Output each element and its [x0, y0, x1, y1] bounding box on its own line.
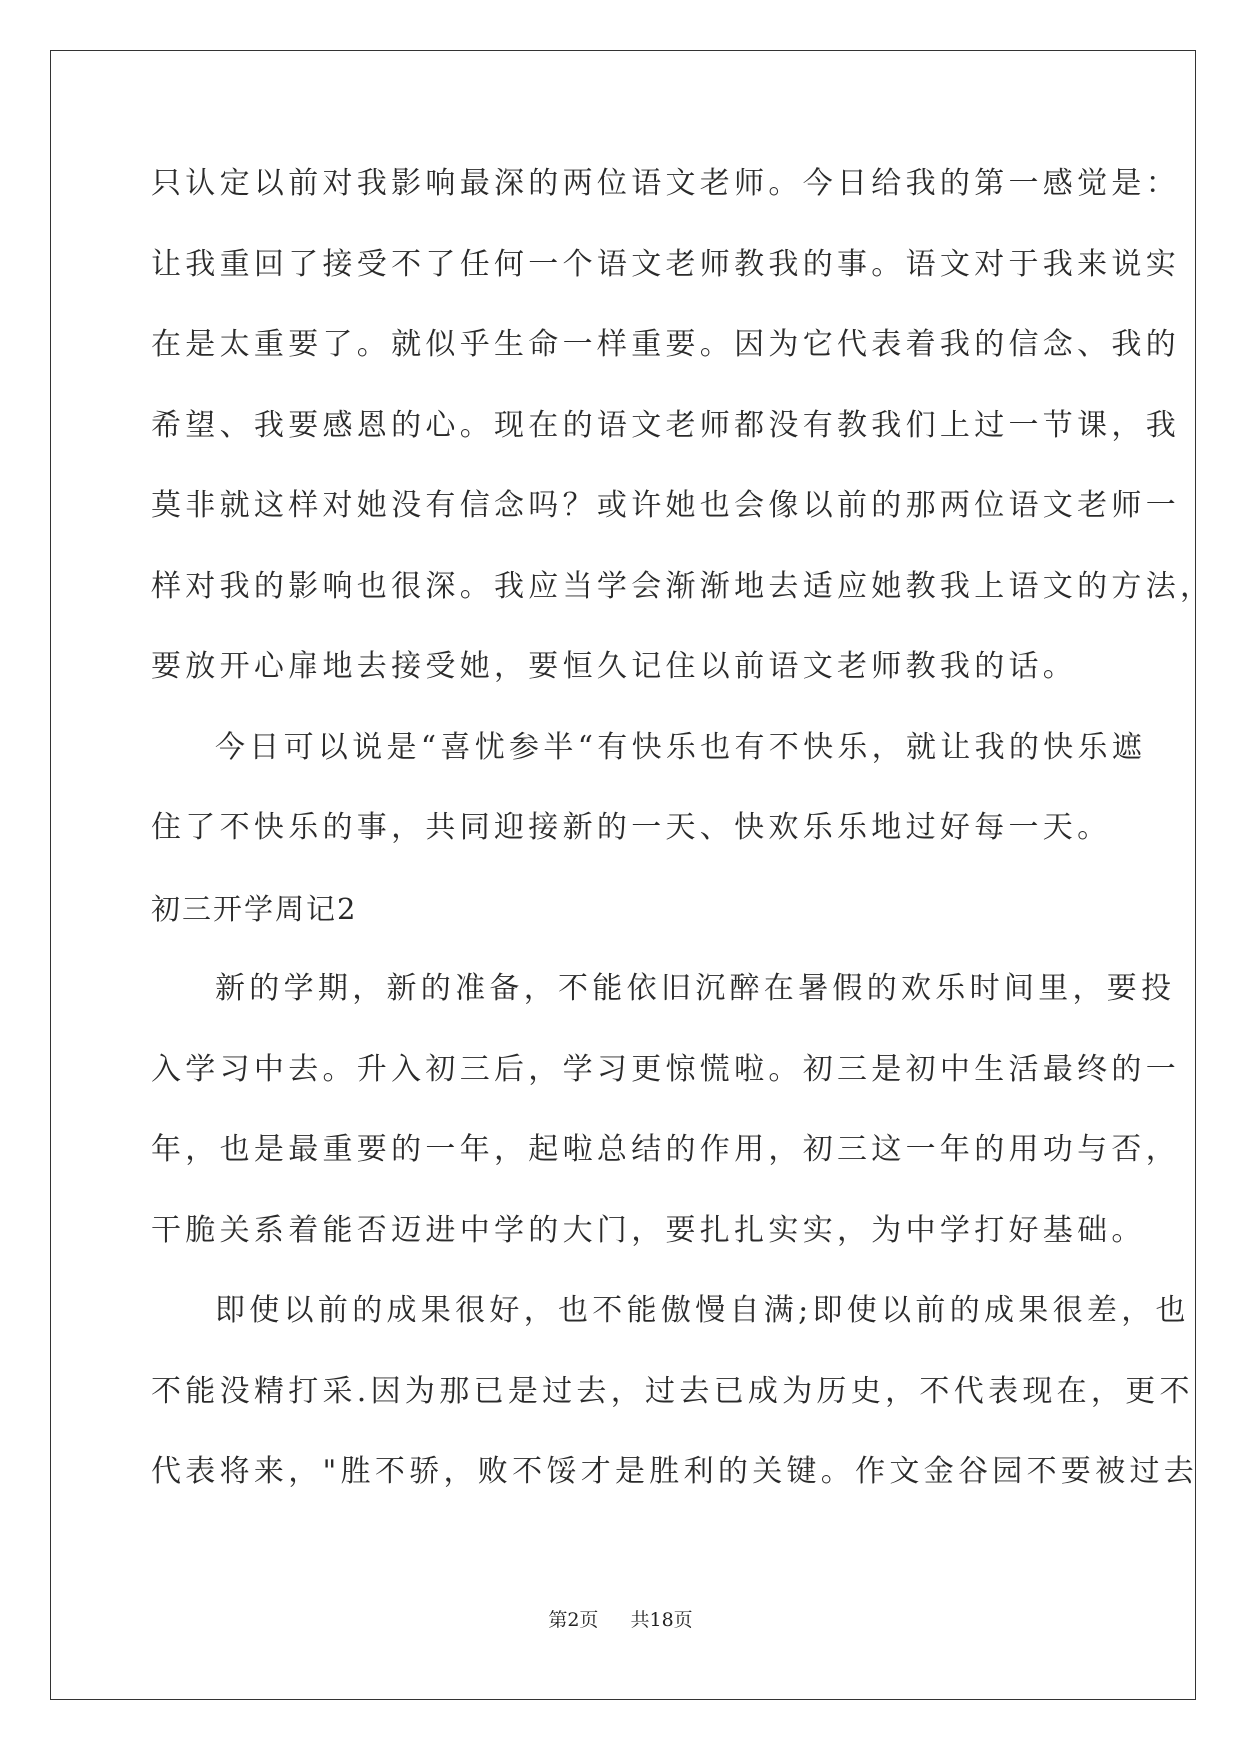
text-line: 代表将来，"胜不骄，败不馁才是胜利的关键。作文金谷园不要被过去 [151, 1454, 1199, 1489]
text-line: 要放开心扉地去接受她，要恒久记住以前语文老师教我的话。 [151, 649, 1078, 684]
paragraph-start-line: 新的学期，新的准备，不能依旧沉醉在暑假的欢乐时间里，要投 [215, 971, 1176, 1006]
paragraph-start-line: 今日可以说是“喜忧参半“有快乐也有不快乐，就让我的快乐遮 [215, 729, 1147, 765]
text-line: 莫非就这样对她没有信念吗？或许她也会像以前的那两位语文老师一 [151, 488, 1180, 523]
text-line: 入学习中去。升入初三后，学习更惊慌啦。初三是初中生活最终的一 [151, 1051, 1180, 1087]
paragraph-start-line: 即使以前的成果很好，也不能傲慢自满;即使以前的成果很差，也 [215, 1293, 1190, 1328]
text-line: 年，也是最重要的一年，起啦总结的作用，初三这一年的用功与否， [151, 1132, 1180, 1167]
page-number-total: 共18页 [630, 1609, 693, 1631]
text-line: 只认定以前对我影响最深的两位语文老师。今日给我的第一感觉是： [151, 166, 1180, 201]
text-line: 样对我的影响也很深。我应当学会渐渐地去适应她教我上语文的方法， [151, 568, 1215, 604]
document-body [151, 164, 1215, 1533]
text-line: 不能没精打采.因为那已是过去，过去已成为历史，不代表现在，更不 [151, 1373, 1194, 1409]
section-heading: 初三开学周记2 [151, 891, 358, 926]
text-line: 干脆关系着能否迈进中学的大门，要扎扎实实，为中学打好基础。 [151, 1212, 1146, 1248]
text-line: 住了不快乐的事，共同迎接新的一天、快欢乐乐地过好每一天。 [151, 810, 1112, 845]
page-footer [0, 1608, 1241, 1632]
text-line: 希望、我要感恩的心。现在的语文老师都没有教我们上过一节课，我 [151, 407, 1180, 443]
text-line: 在是太重要了。就似乎生命一样重要。因为它代表着我的信念、我的 [151, 327, 1180, 362]
page-number-current: 第2页 [548, 1609, 599, 1631]
text-line: 让我重回了接受不了任何一个语文老师教我的事。语文对于我来说实 [151, 246, 1180, 282]
